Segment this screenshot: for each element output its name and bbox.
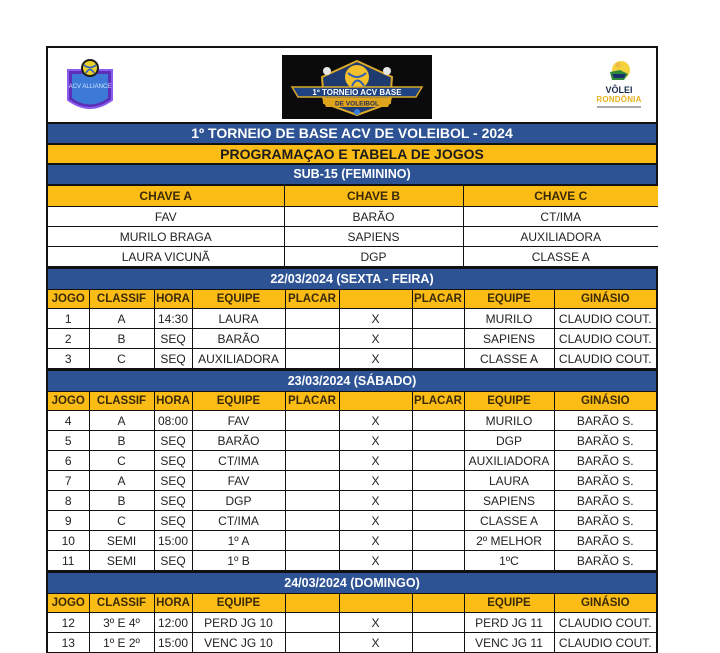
games-header-row [48,392,656,411]
cell-versus: X [339,349,412,369]
cell-jogo: 1 [48,309,89,329]
game-row [48,471,656,491]
cell-versus: X [339,531,412,551]
col-header-hora: HORA [154,594,192,613]
game-row [48,551,656,571]
key-team: DGP [284,247,463,267]
cell-versus: X [339,633,412,653]
game-row [48,491,656,511]
cell-versus: X [339,451,412,471]
col-header-hora: HORA [154,290,192,309]
cell-equipe-home: BARÃO [192,329,285,349]
cell-placar-home [285,613,339,633]
col-header-equipe-away: EQUIPE [464,290,554,309]
cell-versus: X [339,551,412,571]
cell-ginasio: CLAUDIO COUT. [554,349,656,369]
cell-equipe-away: LAURA [464,471,554,491]
cell-jogo: 9 [48,511,89,531]
cell-ginasio: BARÃO S. [554,491,656,511]
cell-equipe-home: DGP [192,491,285,511]
col-header-ginasio: GINÁSIO [554,392,656,411]
col-header-equipe-home: EQUIPE [192,290,285,309]
game-row [48,329,656,349]
cell-jogo: 4 [48,411,89,431]
game-row [48,411,656,431]
cell-equipe-home: FAV [192,411,285,431]
cell-classif: 1º E 2º [89,633,154,653]
cell-placar-home [285,309,339,329]
cell-versus: X [339,613,412,633]
cell-jogo: 3 [48,349,89,369]
cell-jogo: 2 [48,329,89,349]
cell-classif: SEMI [89,531,154,551]
cell-hora: SEQ [154,451,192,471]
cell-equipe-home: CT/IMA [192,511,285,531]
cell-classif: B [89,329,154,349]
volei-rondonia-emblem-icon [604,60,634,86]
cell-ginasio: CLAUDIO COUT. [554,309,656,329]
key-team: BARÃO [284,207,463,227]
cell-placar-away [412,613,464,633]
col-header-placar-home: PLACAR [285,392,339,411]
acv-alliance-logo-icon [62,56,118,118]
key-team: CT/IMA [463,207,658,227]
cell-placar-away [412,411,464,431]
cell-hora: 08:00 [154,411,192,431]
cell-equipe-away: MURILO [464,309,554,329]
cell-equipe-home: AUXILIADORA [192,349,285,369]
key-b-header: CHAVE B [284,185,463,207]
tournament-logo-icon [282,55,432,119]
volei-rondonia-logo [588,60,650,110]
cell-classif: B [89,491,154,511]
volei-text: VÔLEI [605,85,633,95]
cell-hora: SEQ [154,491,192,511]
cell-equipe-away: VENC JG 11 [464,633,554,653]
cell-classif: C [89,511,154,531]
game-row [48,431,656,451]
cell-hora: SEQ [154,471,192,491]
cell-placar-home [285,329,339,349]
col-header-classif: CLASSIF [89,594,154,613]
game-row [48,309,656,329]
cell-equipe-away: CLASSE A [464,511,554,531]
day-date-header: 22/03/2024 (SEXTA - FEIRA) [48,267,656,289]
col-header-equipe-home: EQUIPE [192,392,285,411]
cell-placar-away [412,309,464,329]
game-row [48,613,656,633]
cell-placar-home [285,451,339,471]
cell-equipe-home: CT/IMA [192,451,285,471]
cell-equipe-away: SAPIENS [464,491,554,511]
col-header-ginasio: GINÁSIO [554,290,656,309]
cell-placar-away [412,431,464,451]
cell-placar-home [285,551,339,571]
cell-ginasio: BARÃO S. [554,471,656,491]
cell-versus: X [339,511,412,531]
game-row [48,511,656,531]
cell-placar-away [412,451,464,471]
cell-classif: A [89,471,154,491]
cell-hora: SEQ [154,511,192,531]
games-table [48,289,656,369]
tournament-logo-line2: DE VOLEIBOL [334,100,380,108]
cell-equipe-away: SAPIENS [464,329,554,349]
cell-jogo: 6 [48,451,89,471]
col-header-versus [339,290,412,309]
key-team: MURILO BRAGA [48,227,284,247]
keys-row [48,247,658,267]
cell-equipe-home: FAV [192,471,285,491]
cell-jogo: 11 [48,551,89,571]
cell-ginasio: BARÃO S. [554,411,656,431]
cell-versus: X [339,309,412,329]
cell-hora: SEQ [154,551,192,571]
col-header-ginasio: GINÁSIO [554,594,656,613]
tournament-title: 1º TORNEIO DE BASE ACV DE VOLEIBOL - 2024 [48,122,656,143]
cell-placar-away [412,551,464,571]
col-header-jogo: JOGO [48,392,89,411]
cell-versus: X [339,329,412,349]
cell-placar-home [285,471,339,491]
cell-equipe-away: 1ºC [464,551,554,571]
games-table [48,391,656,571]
col-header-classif: CLASSIF [89,392,154,411]
col-header-jogo: JOGO [48,290,89,309]
keys-header-row [48,185,658,207]
cell-jogo: 5 [48,431,89,451]
schedule-sheet [46,46,658,653]
col-header-versus [339,594,412,613]
cell-hora: 15:00 [154,633,192,653]
cell-hora: 14:30 [154,309,192,329]
games-table [48,593,656,653]
keys-table [48,184,658,267]
cell-hora: SEQ [154,349,192,369]
cell-placar-home [285,531,339,551]
cell-classif: A [89,309,154,329]
cell-jogo: 10 [48,531,89,551]
cell-ginasio: BARÃO S. [554,431,656,451]
cell-classif: 3º E 4º [89,613,154,633]
col-header-placar-away: PLACAR [412,290,464,309]
col-header-equipe-away: EQUIPE [464,594,554,613]
cell-ginasio: CLAUDIO COUT. [554,329,656,349]
cell-hora: SEQ [154,329,192,349]
cell-classif: B [89,431,154,451]
cell-placar-away [412,329,464,349]
col-header-jogo: JOGO [48,594,89,613]
cell-placar-home [285,511,339,531]
cell-versus: X [339,431,412,451]
game-row [48,531,656,551]
cell-hora: SEQ [154,431,192,451]
col-header-equipe-home: EQUIPE [192,594,285,613]
key-team: CLASSE A [463,247,658,267]
cell-placar-home [285,349,339,369]
game-row [48,451,656,471]
cell-equipe-away: MURILO [464,411,554,431]
cell-placar-away [412,471,464,491]
cell-placar-home [285,411,339,431]
cell-ginasio: CLAUDIO COUT. [554,633,656,653]
cell-hora: 15:00 [154,531,192,551]
col-header-placar-away: PLACAR [412,392,464,411]
key-team: FAV [48,207,284,227]
rondonia-text: RONDÔNIA [596,95,642,104]
cell-equipe-away: CLASSE A [464,349,554,369]
cell-placar-home [285,431,339,451]
cell-ginasio: BARÃO S. [554,531,656,551]
cell-placar-away [412,349,464,369]
cell-versus: X [339,491,412,511]
cell-equipe-home: LAURA [192,309,285,329]
cell-equipe-home: VENC JG 10 [192,633,285,653]
schedule-days [48,267,656,653]
col-header-equipe-away: EQUIPE [464,392,554,411]
col-header-placar-away [412,594,464,613]
keys-row [48,227,658,247]
games-header-row [48,290,656,309]
col-header-hora: HORA [154,392,192,411]
cell-jogo: 8 [48,491,89,511]
cell-placar-home [285,491,339,511]
cell-equipe-away: DGP [464,431,554,451]
col-header-placar-home [285,594,339,613]
cell-placar-away [412,511,464,531]
key-team: SAPIENS [284,227,463,247]
game-row [48,349,656,369]
key-a-header: CHAVE A [48,185,284,207]
key-c-header: CHAVE C [463,185,658,207]
cell-ginasio: BARÃO S. [554,511,656,531]
cell-classif: C [89,349,154,369]
schedule-subtitle: PROGRAMAÇAO E TABELA DE JOGOS [48,143,656,163]
cell-placar-away [412,531,464,551]
tournament-logo-line1: 1º TORNEIO ACV BASE [312,88,402,97]
cell-placar-away [412,491,464,511]
cell-classif: C [89,451,154,471]
col-header-versus [339,392,412,411]
category-title: SUB-15 (FEMININO) [48,163,656,184]
keys-row [48,207,658,227]
cell-hora: 12:00 [154,613,192,633]
cell-classif: A [89,411,154,431]
cell-equipe-home: BARÃO [192,431,285,451]
cell-jogo: 13 [48,633,89,653]
acv-alliance-text: ACV ALLIANCE [68,84,112,90]
cell-versus: X [339,411,412,431]
col-header-placar-home: PLACAR [285,290,339,309]
day-date-header: 24/03/2024 (DOMINGO) [48,571,656,593]
cell-ginasio: BARÃO S. [554,451,656,471]
rondonia-tagline [597,106,641,108]
logo-header [48,48,656,122]
cell-equipe-away: PERD JG 11 [464,613,554,633]
cell-equipe-away: 2º MELHOR [464,531,554,551]
cell-classif: SEMI [89,551,154,571]
key-team: AUXILIADORA [463,227,658,247]
cell-equipe-away: AUXILIADORA [464,451,554,471]
day-date-header: 23/03/2024 (SÁBADO) [48,369,656,391]
games-header-row [48,594,656,613]
cell-jogo: 7 [48,471,89,491]
cell-ginasio: BARÃO S. [554,551,656,571]
cell-equipe-home: 1º A [192,531,285,551]
cell-equipe-home: 1º B [192,551,285,571]
cell-ginasio: CLAUDIO COUT. [554,613,656,633]
cell-equipe-home: PERD JG 10 [192,613,285,633]
cell-jogo: 12 [48,613,89,633]
col-header-classif: CLASSIF [89,290,154,309]
cell-versus: X [339,471,412,491]
key-team: LAURA VICUNÃ [48,247,284,267]
